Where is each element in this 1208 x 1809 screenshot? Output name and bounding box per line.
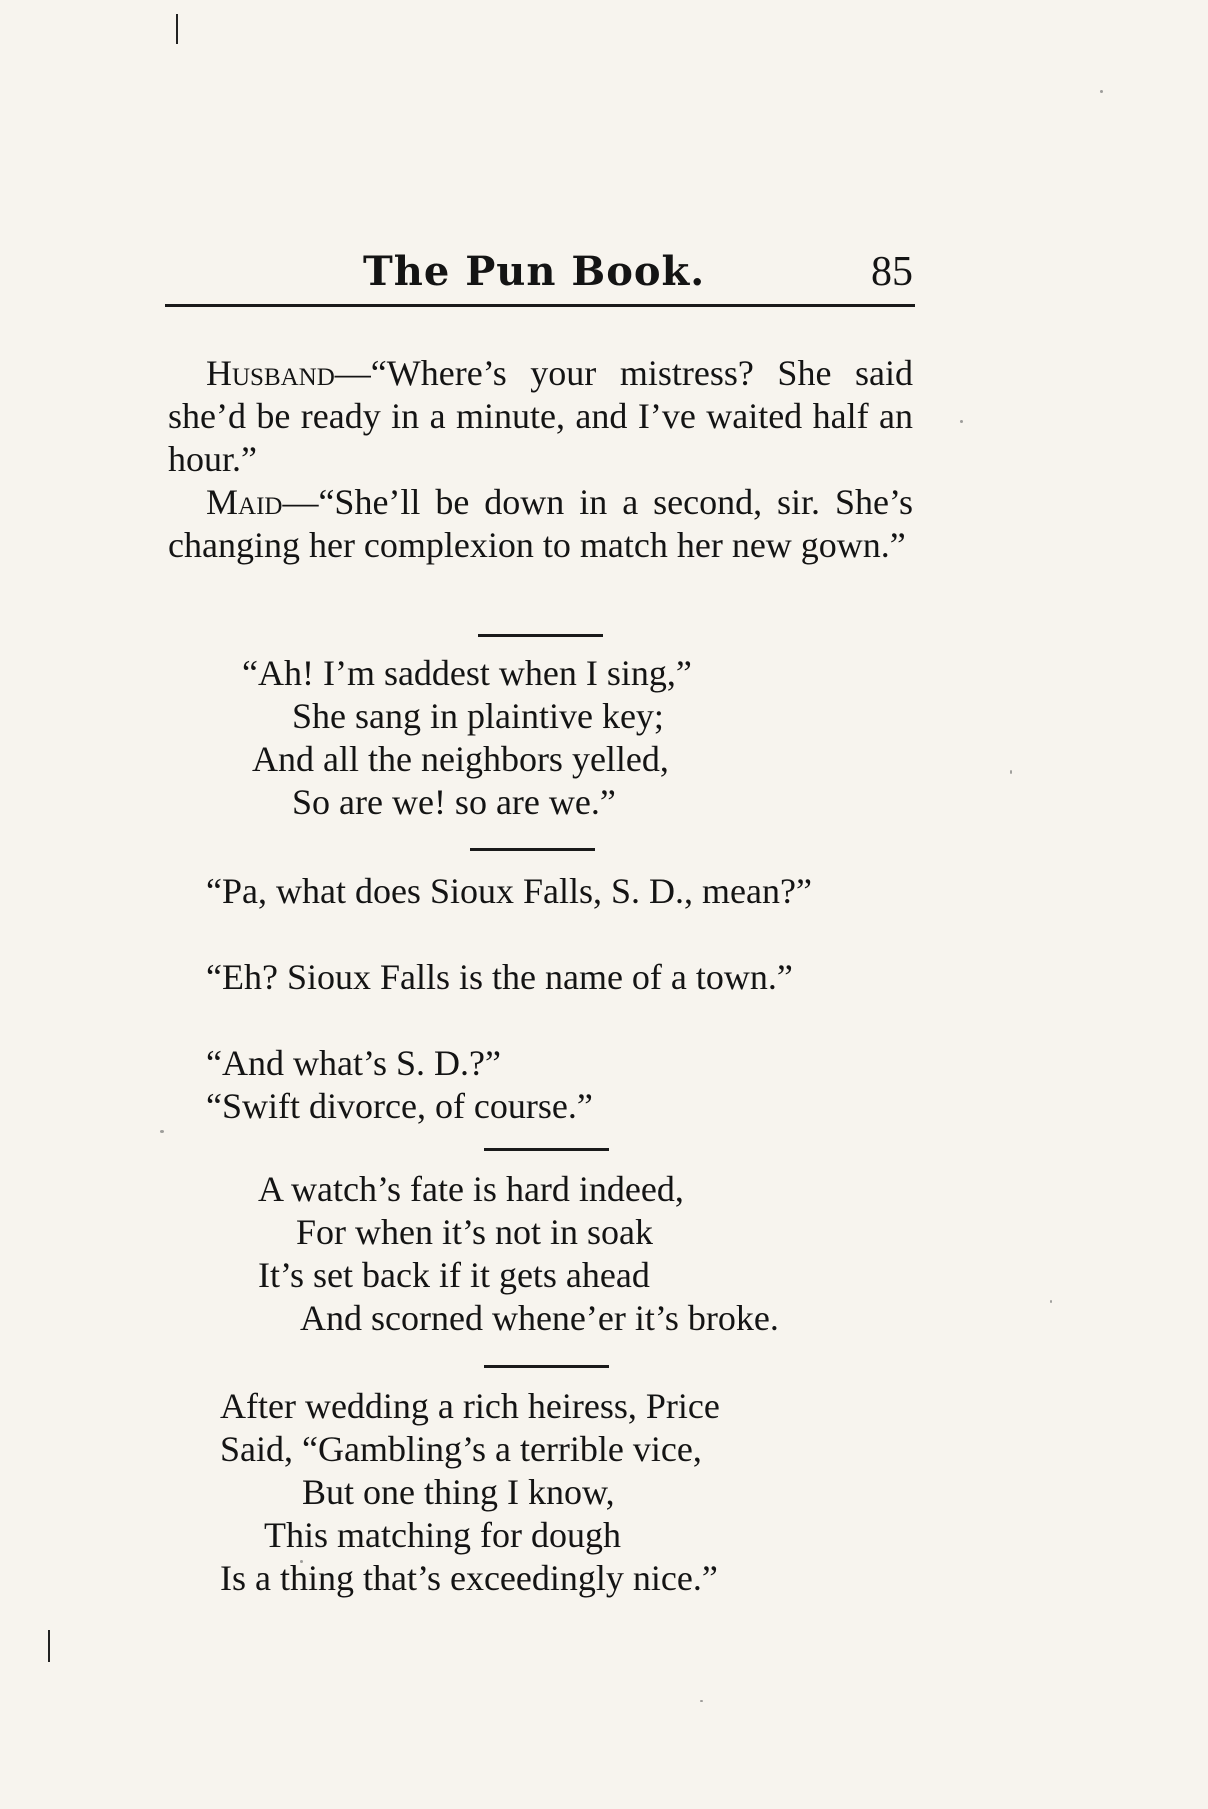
limerick-line: Is a thing that’s exceedingly nice.” [220, 1558, 718, 1598]
separator-rule [470, 848, 595, 851]
poem-line: And all the neighbors yelled, [252, 739, 669, 779]
poem-line: She sang in plaintive key; [292, 696, 664, 736]
running-header [165, 248, 913, 308]
poem-line: So are we! so are we.” [292, 782, 616, 822]
speaker-husband: Husband [206, 353, 335, 393]
scan-mark-bottom [48, 1630, 50, 1662]
scan-mark-top [176, 14, 178, 44]
dialogue-line: “Swift divorce, of course.” [206, 1086, 593, 1126]
scan-speck [1100, 90, 1103, 93]
husband-speech: —“Where’s your mistress? She said she’d be ready in a minute, and I’ve waited half an hour.” [168, 353, 913, 479]
limerick-line: This matching for dough [264, 1515, 621, 1555]
separator-rule [484, 1148, 609, 1151]
poem-line: For when it’s not in soak [296, 1212, 653, 1252]
poem-line: And scorned whene’er it’s broke. [300, 1298, 779, 1338]
scan-speck [960, 420, 963, 423]
header-rule [165, 304, 915, 307]
scan-speck [700, 1700, 703, 1702]
joke-husband-paragraph [168, 352, 913, 481]
limerick-line: Said, “Gambling’s a terrible vice, [220, 1429, 702, 1469]
poem-line: It’s set back if it gets ahead [258, 1255, 650, 1295]
dialogue-line: “And what’s S. D.?” [206, 1043, 501, 1083]
speaker-maid: Maid [206, 482, 283, 522]
poem-line: “Ah! I’m saddest when I sing,” [242, 653, 692, 693]
joke-maid-paragraph [168, 481, 913, 567]
dialogue-line: “Pa, what does Sioux Falls, S. D., mean?” [206, 871, 812, 911]
running-title: The Pun Book. [363, 248, 706, 295]
scan-speck [160, 1130, 164, 1133]
separator-rule [478, 634, 603, 637]
page-number: 85 [871, 249, 913, 295]
maid-speech: —“She’ll be down in a second, sir. She’s changing her complexion to match her new gown.” [168, 482, 913, 565]
limerick-line: But one thing I know, [302, 1472, 615, 1512]
limerick-line: After wedding a rich heiress, Price [220, 1386, 720, 1426]
scan-speck [1010, 770, 1012, 774]
dialogue-line: “Eh? Sioux Falls is the name of a town.” [206, 957, 793, 997]
poem-line: A watch’s fate is hard indeed, [258, 1169, 684, 1209]
scan-speck [1050, 1300, 1052, 1303]
separator-rule [484, 1365, 609, 1368]
